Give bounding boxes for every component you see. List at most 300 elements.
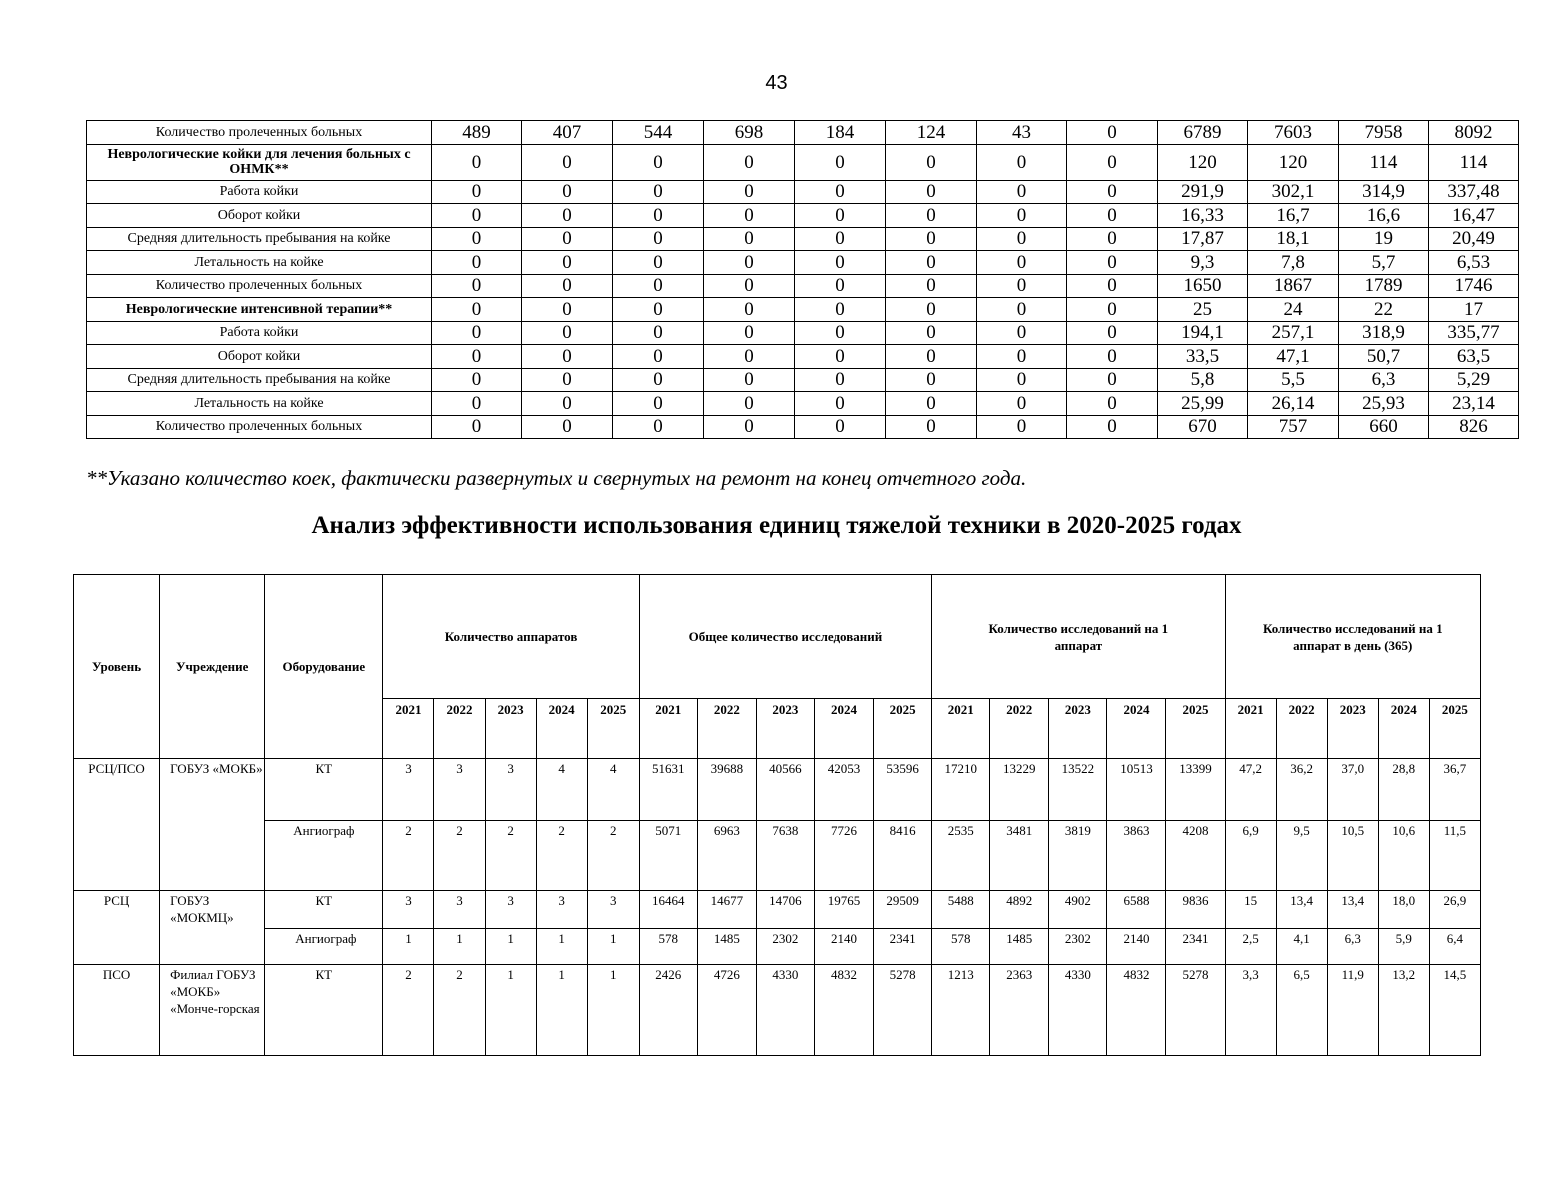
table-cell: 25,99 [1158,392,1248,416]
devices-cell: 4 [536,759,587,821]
page-number: 43 [765,72,788,94]
row-label: Работа койки [87,321,432,345]
table-row [87,121,1519,145]
table-cell: 7603 [1248,121,1339,145]
total-cell: 16464 [639,891,697,929]
table-cell: 0 [1067,144,1158,180]
row-label: Количество пролеченных больных [87,121,432,145]
row-label: Средняя длительность пребывания на койке [87,227,432,251]
table-cell: 0 [977,392,1067,416]
per-device-cell: 6588 [1107,891,1166,929]
table-cell: 314,9 [1339,180,1429,204]
per-day-cell: 6,4 [1429,929,1480,965]
total-cell: 4330 [756,965,814,1056]
table-cell: 47,1 [1248,345,1339,369]
table-cell: 0 [977,415,1067,439]
table-cell: 335,77 [1429,321,1519,345]
table-cell: 0 [432,345,522,369]
total-cell: 51631 [639,759,697,821]
table-cell: 0 [704,298,795,322]
institution-cell: Филиал ГОБУЗ «МОКБ» «Монче-горская [160,965,265,1056]
devices-cell: 3 [485,891,536,929]
total-cell: 14677 [697,891,756,929]
table-cell: 257,1 [1248,321,1339,345]
table-cell: 26,14 [1248,392,1339,416]
per-device-cell: 4902 [1049,891,1107,929]
per-day-cell: 47,2 [1225,759,1276,821]
per-device-cell: 10513 [1107,759,1166,821]
row-label: Работа койки [87,180,432,204]
table-cell: 291,9 [1158,180,1248,204]
table-cell: 0 [1067,274,1158,298]
table-row [74,891,1481,929]
year-header: 2023 [1049,699,1107,759]
heavy-equipment-header [74,575,1481,759]
table-cell: 0 [795,298,886,322]
per-day-cell: 15 [1225,891,1276,929]
table-cell: 0 [886,144,977,180]
table-cell: 0 [795,368,886,392]
per-day-cell: 26,9 [1429,891,1480,929]
year-header: 2025 [587,699,639,759]
table-cell: 0 [886,298,977,322]
per-device-cell: 5488 [932,891,990,929]
table-cell: 0 [795,274,886,298]
table-cell: 0 [522,144,613,180]
table-row [87,345,1519,369]
table-cell: 0 [886,321,977,345]
per-day-cell: 9,5 [1276,821,1327,891]
table-cell: 0 [1067,392,1158,416]
table-cell: 0 [613,180,704,204]
table-cell: 6789 [1158,121,1248,145]
per-device-cell: 2140 [1107,929,1166,965]
table-cell: 0 [522,321,613,345]
devices-cell: 1 [536,965,587,1056]
heavy-equipment-body [74,759,1481,1056]
devices-cell: 3 [434,891,485,929]
devices-cell: 2 [383,965,434,1056]
table-cell: 16,6 [1339,204,1429,228]
table-cell: 124 [886,121,977,145]
table-cell: 0 [613,415,704,439]
total-cell: 2302 [756,929,814,965]
equipment-cell: Ангиограф [265,821,383,891]
header-institution: Учреждение [160,575,265,759]
table-cell: 0 [432,298,522,322]
equipment-cell: КТ [265,759,383,821]
table-cell: 0 [432,415,522,439]
table-cell: 0 [522,368,613,392]
year-header: 2022 [990,699,1049,759]
per-day-cell: 13,4 [1276,891,1327,929]
year-header: 2021 [1225,699,1276,759]
table-cell: 8092 [1429,121,1519,145]
table-cell: 7,8 [1248,251,1339,275]
table-cell: 0 [522,227,613,251]
per-day-cell: 5,9 [1378,929,1429,965]
table-cell: 184 [795,121,886,145]
per-day-cell: 36,2 [1276,759,1327,821]
table-cell: 0 [795,251,886,275]
table-cell: 0 [704,345,795,369]
table-cell: 0 [432,321,522,345]
header-level: Уровень [74,575,160,759]
per-day-cell: 18,0 [1378,891,1429,929]
table-cell: 0 [613,144,704,180]
year-header: 2025 [1166,699,1225,759]
table-cell: 0 [613,321,704,345]
table-row [87,180,1519,204]
row-label: Средняя длительность пребывания на койке [87,368,432,392]
per-device-cell: 4832 [1107,965,1166,1056]
table-cell: 0 [704,368,795,392]
table-cell: 0 [1067,345,1158,369]
table-cell: 0 [613,251,704,275]
table-cell: 0 [704,415,795,439]
per-device-cell: 3819 [1049,821,1107,891]
table-cell: 0 [1067,298,1158,322]
table-cell: 0 [977,204,1067,228]
footnote: **Указано количество коек, фактически развернутых и свернутых на ремонт на конец отчетного года. [86,466,1027,490]
year-header: 2024 [536,699,587,759]
table-cell: 114 [1429,144,1519,180]
table-cell: 337,48 [1429,180,1519,204]
total-cell: 29509 [874,891,932,929]
table-cell: 16,33 [1158,204,1248,228]
table-cell: 0 [886,204,977,228]
table-cell: 50,7 [1339,345,1429,369]
table-cell: 0 [1067,180,1158,204]
table-cell: 0 [432,251,522,275]
per-device-cell: 13522 [1049,759,1107,821]
per-day-cell: 2,5 [1225,929,1276,965]
table-cell: 16,7 [1248,204,1339,228]
year-header: 2021 [383,699,434,759]
table-cell: 318,9 [1339,321,1429,345]
table-cell: 0 [522,274,613,298]
table-cell: 25,93 [1339,392,1429,416]
per-device-cell: 13229 [990,759,1049,821]
table-cell: 6,53 [1429,251,1519,275]
table-cell: 0 [977,298,1067,322]
devices-cell: 2 [434,965,485,1056]
total-cell: 2140 [814,929,873,965]
per-device-cell: 5278 [1166,965,1225,1056]
devices-cell: 3 [383,891,434,929]
table-cell: 0 [977,227,1067,251]
year-header: 2025 [1429,699,1480,759]
table-cell: 0 [522,345,613,369]
table-cell: 23,14 [1429,392,1519,416]
table-cell: 0 [432,180,522,204]
row-label: Оборот койки [87,204,432,228]
table-cell: 0 [1067,204,1158,228]
row-label: Неврологические койки для лечения больных с ОНМК** [87,144,432,180]
table-cell: 5,5 [1248,368,1339,392]
level-cell: РСЦ [74,891,160,965]
devices-cell: 3 [434,759,485,821]
table-cell: 489 [432,121,522,145]
devices-cell: 2 [587,821,639,891]
table-cell: 0 [704,321,795,345]
table-cell: 0 [432,392,522,416]
table-cell: 660 [1339,415,1429,439]
devices-cell: 2 [536,821,587,891]
table-cell: 0 [704,392,795,416]
table-cell: 1867 [1248,274,1339,298]
table-cell: 114 [1339,144,1429,180]
table-cell: 0 [522,251,613,275]
table-row [74,965,1481,1056]
row-label: Оборот койки [87,345,432,369]
table-cell: 194,1 [1158,321,1248,345]
table-cell: 670 [1158,415,1248,439]
table-cell: 17,87 [1158,227,1248,251]
total-cell: 5278 [874,965,932,1056]
per-day-cell: 13,2 [1378,965,1429,1056]
table-cell: 24 [1248,298,1339,322]
year-header: 2025 [874,699,932,759]
table-cell: 9,3 [1158,251,1248,275]
total-cell: 4832 [814,965,873,1056]
level-cell: ПСО [74,965,160,1056]
table-cell: 43 [977,121,1067,145]
per-day-cell: 3,3 [1225,965,1276,1056]
table-cell: 826 [1429,415,1519,439]
table-cell: 63,5 [1429,345,1519,369]
header-total-studies: Общее количество исследований [639,575,931,699]
equipment-cell: Ангиограф [265,929,383,965]
per-day-cell: 4,1 [1276,929,1327,965]
table-cell: 0 [886,251,977,275]
row-label: Неврологические интенсивной терапии** [87,298,432,322]
devices-cell: 3 [485,759,536,821]
table-cell: 0 [613,368,704,392]
total-cell: 8416 [874,821,932,891]
table-cell: 0 [795,321,886,345]
table-row [74,759,1481,821]
table-cell: 20,49 [1429,227,1519,251]
table-cell: 0 [886,274,977,298]
table-cell: 0 [432,274,522,298]
devices-cell: 3 [383,759,434,821]
table-cell: 0 [522,204,613,228]
per-day-cell: 10,6 [1378,821,1429,891]
table-cell: 0 [977,251,1067,275]
table-cell: 0 [1067,227,1158,251]
heavy-equipment-table [73,574,1481,1056]
table-cell: 0 [977,274,1067,298]
table-cell: 0 [977,368,1067,392]
devices-cell: 1 [485,929,536,965]
total-cell: 42053 [814,759,873,821]
table-cell: 18,1 [1248,227,1339,251]
table-cell: 0 [1067,321,1158,345]
table-row [87,251,1519,275]
per-day-cell: 6,3 [1327,929,1378,965]
table-cell: 5,8 [1158,368,1248,392]
year-header: 2022 [697,699,756,759]
equipment-cell: КТ [265,965,383,1056]
per-device-cell: 17210 [932,759,990,821]
devices-cell: 2 [383,821,434,891]
table-cell: 544 [613,121,704,145]
per-device-cell: 2535 [932,821,990,891]
year-header: 2022 [1276,699,1327,759]
table-cell: 17 [1429,298,1519,322]
table-cell: 0 [522,392,613,416]
table-row [74,929,1481,965]
table-cell: 0 [977,144,1067,180]
table-cell: 0 [977,345,1067,369]
header-device-count: Количество аппаратов [383,575,639,699]
table-cell: 0 [795,345,886,369]
table-cell: 0 [886,180,977,204]
table-cell: 0 [704,274,795,298]
table-cell: 0 [613,298,704,322]
institution-cell: ГОБУЗ «МОКБ» [160,759,265,891]
table-cell: 1789 [1339,274,1429,298]
total-cell: 2341 [874,929,932,965]
header-studies-per-day: Количество исследований на 1 аппарат в день (365) [1225,575,1480,699]
per-device-cell: 2302 [1049,929,1107,965]
devices-cell: 2 [434,821,485,891]
table-cell: 120 [1158,144,1248,180]
table-cell: 0 [795,144,886,180]
year-header: 2023 [485,699,536,759]
per-day-cell: 11,9 [1327,965,1378,1056]
table-cell: 0 [795,204,886,228]
year-header: 2023 [756,699,814,759]
table-row [87,274,1519,298]
table-cell: 0 [613,392,704,416]
per-device-cell: 13399 [1166,759,1225,821]
header-studies-per-device: Количество исследований на 1 аппарат [932,575,1225,699]
table-cell: 0 [522,415,613,439]
per-device-cell: 4892 [990,891,1049,929]
devices-cell: 1 [587,965,639,1056]
total-cell: 14706 [756,891,814,929]
per-device-cell: 1213 [932,965,990,1056]
table-cell: 0 [613,204,704,228]
total-cell: 2426 [639,965,697,1056]
section-title: Анализ эффективности использования единиц тяжелой техники в 2020-2025 годах [311,512,1242,539]
table-cell: 0 [795,392,886,416]
total-cell: 6963 [697,821,756,891]
table-cell: 0 [795,180,886,204]
table-cell: 0 [977,180,1067,204]
table-cell: 0 [795,227,886,251]
table-cell: 0 [1067,121,1158,145]
table-cell: 0 [704,180,795,204]
total-cell: 39688 [697,759,756,821]
per-day-cell: 6,5 [1276,965,1327,1056]
total-cell: 53596 [874,759,932,821]
level-cell: РСЦ/ПСО [74,759,160,891]
table-row [87,392,1519,416]
table-cell: 19 [1339,227,1429,251]
header-equipment: Оборудование [265,575,383,759]
year-header: 2024 [1107,699,1166,759]
table-cell: 0 [886,345,977,369]
per-day-cell: 36,7 [1429,759,1480,821]
per-device-cell: 3863 [1107,821,1166,891]
bed-statistics-table [86,120,1519,439]
table-cell: 5,29 [1429,368,1519,392]
table-cell: 0 [886,368,977,392]
table-row [87,298,1519,322]
total-cell: 578 [639,929,697,965]
per-day-cell: 37,0 [1327,759,1378,821]
devices-cell: 1 [485,965,536,1056]
per-device-cell: 2363 [990,965,1049,1056]
table-cell: 698 [704,121,795,145]
per-day-cell: 14,5 [1429,965,1480,1056]
table-cell: 0 [522,180,613,204]
year-header: 2024 [1378,699,1429,759]
per-day-cell: 6,9 [1225,821,1276,891]
table-row [87,415,1519,439]
total-cell: 4726 [697,965,756,1056]
devices-cell: 3 [587,891,639,929]
table-cell: 1650 [1158,274,1248,298]
table-cell: 0 [613,345,704,369]
table-cell: 6,3 [1339,368,1429,392]
table-cell: 0 [704,144,795,180]
per-day-cell: 28,8 [1378,759,1429,821]
table-cell: 0 [432,204,522,228]
total-cell: 40566 [756,759,814,821]
table-cell: 0 [704,251,795,275]
year-header: 2021 [639,699,697,759]
total-cell: 7638 [756,821,814,891]
total-cell: 19765 [814,891,873,929]
year-header: 2021 [932,699,990,759]
year-header: 2024 [814,699,873,759]
row-label: Летальность на койке [87,251,432,275]
per-day-cell: 10,5 [1327,821,1378,891]
table-cell: 0 [886,415,977,439]
table-row [87,368,1519,392]
devices-cell: 1 [434,929,485,965]
table-cell: 120 [1248,144,1339,180]
table-cell: 1746 [1429,274,1519,298]
table-cell: 33,5 [1158,345,1248,369]
per-day-cell: 11,5 [1429,821,1480,891]
table-cell: 0 [886,227,977,251]
total-cell: 1485 [697,929,756,965]
total-cell: 7726 [814,821,873,891]
table-cell: 0 [613,227,704,251]
devices-cell: 1 [383,929,434,965]
row-label: Летальность на койке [87,392,432,416]
per-device-cell: 578 [932,929,990,965]
year-header: 2023 [1327,699,1378,759]
per-device-cell: 2341 [1166,929,1225,965]
per-day-cell: 13,4 [1327,891,1378,929]
table-cell: 0 [1067,251,1158,275]
table-row [87,321,1519,345]
table-cell: 0 [432,368,522,392]
table-cell: 757 [1248,415,1339,439]
devices-cell: 1 [587,929,639,965]
devices-cell: 4 [587,759,639,821]
table-row [74,821,1481,891]
table-cell: 7958 [1339,121,1429,145]
table-cell: 0 [432,144,522,180]
bed-statistics-body [87,121,1519,439]
